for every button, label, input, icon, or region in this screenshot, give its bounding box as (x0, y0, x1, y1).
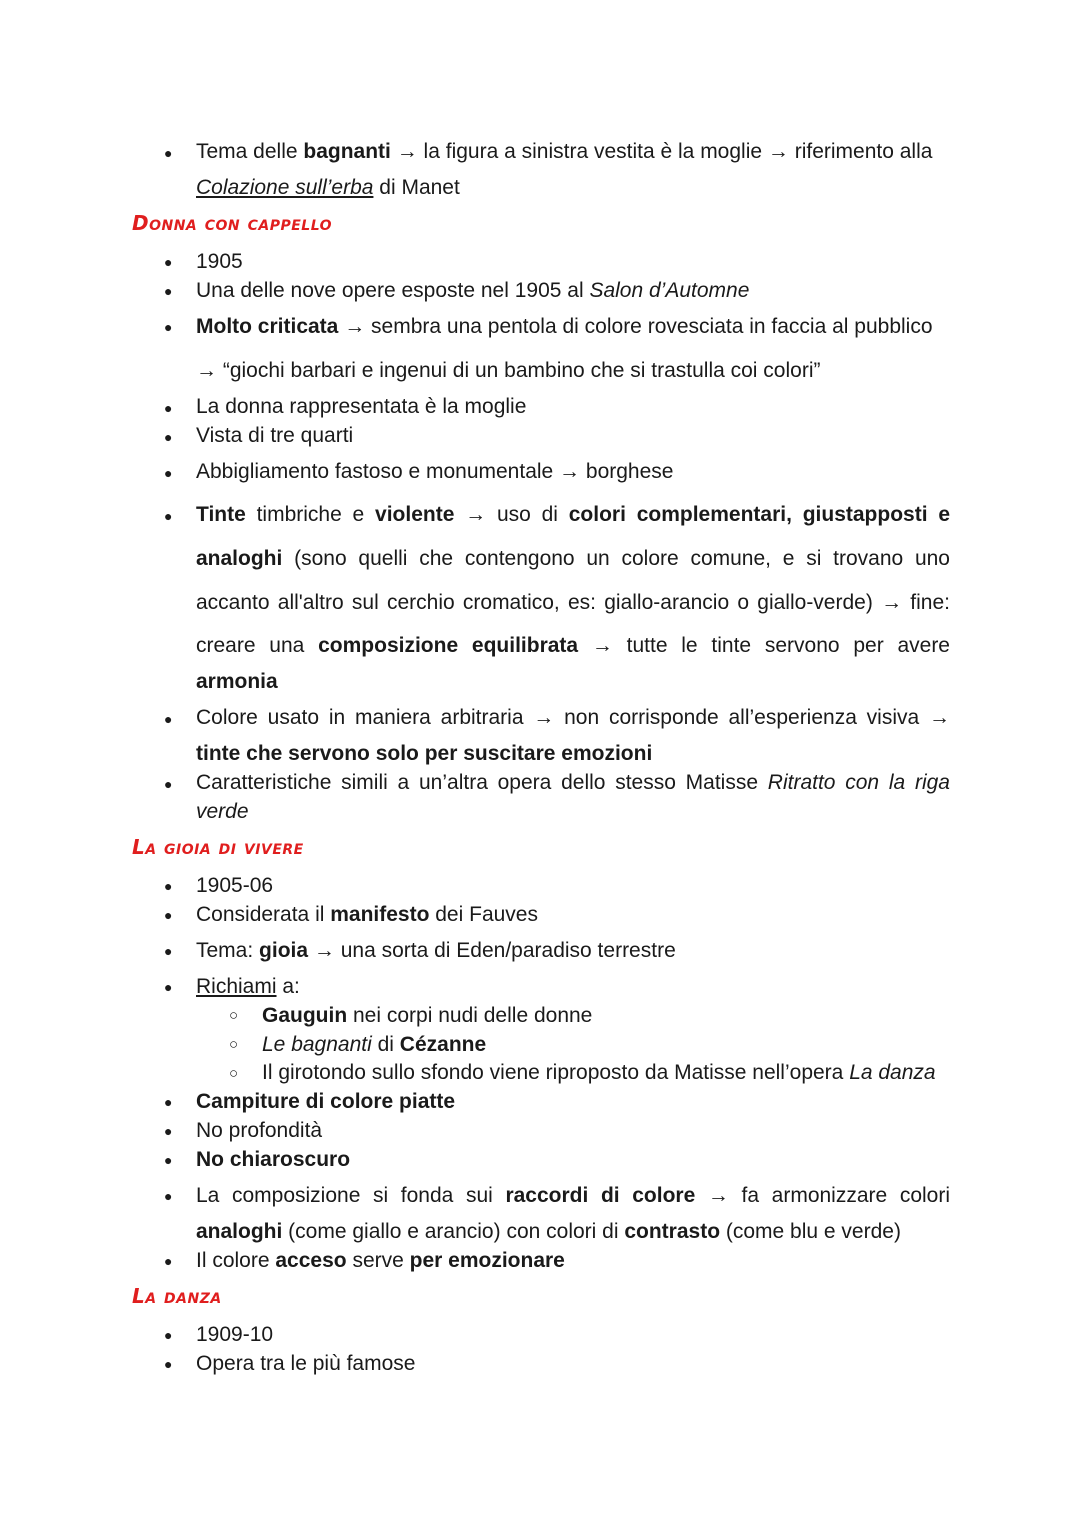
list-item: Tinte timbriche e violente → uso di colori complementari, giustapposti e (196, 503, 951, 526)
sub-list-item: Gauguin nei corpi nudi delle donne (262, 1004, 593, 1027)
list-item-continuation: tinte che servono solo per suscitare emozioni (196, 742, 653, 765)
bullet-icon: ● (164, 283, 173, 299)
list-item: Tema: gioia → una sorta di Eden/paradiso terrestre (196, 939, 676, 962)
bullet-icon: ● (164, 943, 173, 959)
bullet-icon: ● (164, 878, 173, 894)
list-item: Opera tra le più famose (196, 1352, 416, 1375)
bullet-icon: ● (164, 1188, 173, 1204)
list-item: Campiture di colore piatte (196, 1090, 456, 1113)
bullet-icon: ● (164, 1327, 173, 1343)
bullet-icon: ● (164, 1152, 173, 1168)
list-item: Una delle nove opere esposte nel 1905 al Salon d’Automne (196, 279, 750, 302)
bullet-icon: ● (164, 776, 173, 792)
list-item: Richiami a: (196, 975, 300, 998)
list-item-continuation: accanto all'altro sul cerchio cromatico, es: giallo-arancio o giallo-verde) → fine: (196, 591, 950, 614)
sub-list-item: Il girotondo sullo sfondo viene riproposto da Matisse nell’opera La danza (262, 1061, 936, 1084)
list-item: 1909-10 (196, 1323, 274, 1346)
bullet-icon: ● (164, 711, 173, 727)
bullet-icon: ● (164, 1123, 173, 1139)
list-item: Il colore acceso serve per emozionare (196, 1249, 565, 1272)
bullet-icon: ● (164, 508, 173, 524)
section-heading-danza: La danza (132, 1284, 222, 1308)
bullet-icon: ● (164, 145, 173, 161)
list-item-continuation: → “giochi barbari e ingenui di un bambino che si trastulla coi colori” (196, 359, 821, 382)
intro-line-2: Colazione sull’erba di Manet (196, 176, 460, 199)
list-item: No profondità (196, 1119, 323, 1142)
list-item-continuation: creare una composizione equilibrata → tutte le tinte servono per avere (196, 634, 950, 657)
list-item-continuation: analoghi (come giallo e arancio) con colori di contrasto (come blu e verde) (196, 1220, 901, 1243)
section-heading-donna: Donna con cappello (132, 211, 333, 235)
list-item: Considerata il manifesto dei Fauves (196, 903, 538, 926)
list-item: La donna rappresentata è la moglie (196, 395, 527, 418)
bullet-icon: ● (164, 907, 173, 923)
bullet-icon: ● (164, 429, 173, 445)
list-item: Caratteristiche simili a un’altra opera dello stesso Matisse Ritratto con la riga (196, 771, 950, 794)
list-item: Abbigliamento fastoso e monumentale → borghese (196, 460, 674, 483)
bullet-icon: ● (164, 319, 173, 335)
list-item: 1905 (196, 250, 243, 273)
sub-bullet-icon: ○ (229, 1007, 239, 1024)
list-item-continuation: armonia (196, 670, 278, 693)
list-item-continuation: verde (196, 800, 249, 823)
sub-list-item: Le bagnanti di Cézanne (262, 1033, 487, 1056)
bullet-icon: ● (164, 400, 173, 416)
list-item: Molto criticata → sembra una pentola di colore rovesciata in faccia al pubblico (196, 315, 933, 338)
bullet-icon: ● (164, 465, 173, 481)
intro-line-1: Tema delle bagnanti → la figura a sinistra vestita è la moglie → riferimento alla (196, 140, 933, 163)
list-item: La composizione si fonda sui raccordi di colore → fa armonizzare colori (196, 1184, 950, 1207)
bullet-icon: ● (164, 979, 173, 995)
bullet-icon: ● (164, 254, 173, 270)
list-item: Colore usato in maniera arbitraria → non corrisponde all’esperienza visiva → (196, 706, 950, 729)
list-item: 1905-06 (196, 874, 274, 897)
list-item: Vista di tre quarti (196, 424, 354, 447)
bullet-icon: ● (164, 1094, 173, 1110)
bullet-icon: ● (164, 1356, 173, 1372)
sub-bullet-icon: ○ (229, 1065, 239, 1082)
sub-bullet-icon: ○ (229, 1036, 239, 1053)
list-item-continuation: analoghi (sono quelli che contengono un colore comune, e si trovano uno (196, 547, 950, 570)
bullet-icon: ● (164, 1253, 173, 1269)
section-heading-gioia: La gioia di vivere (132, 835, 304, 859)
list-item: No chiaroscuro (196, 1148, 351, 1171)
